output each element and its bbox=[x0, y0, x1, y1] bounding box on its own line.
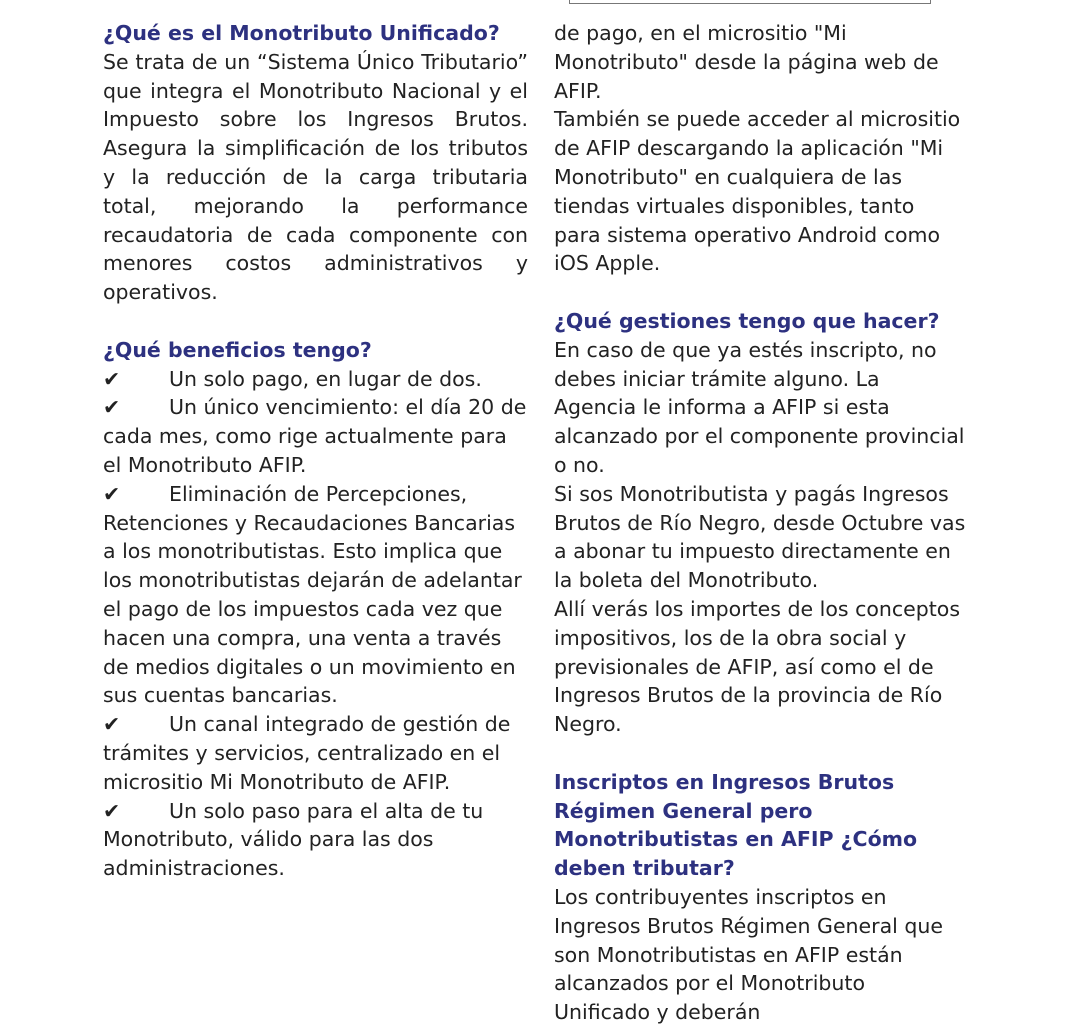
bullet-text: Un solo pago, en lugar de dos. bbox=[169, 366, 482, 391]
bullet-text: Un canal integrado de gestión de trámites y servicios, centralizado en el micrositio Mi Monotributo de AFIP. bbox=[103, 712, 511, 794]
checkmark-icon: ✔ bbox=[103, 395, 121, 420]
heading-beneficios: ¿Qué beneficios tengo? bbox=[103, 337, 372, 362]
bullet-text: Un solo paso para el alta de tu Monotributo, válido para las dos administraciones. bbox=[103, 798, 484, 881]
heading-regimen-general: Inscriptos en Ingresos Brutos Régimen General pero Monotributistas en AFIP ¿Cómo deben tributar? bbox=[554, 769, 918, 881]
heading-gestiones: ¿Qué gestiones tengo que hacer? bbox=[554, 308, 940, 333]
top-frame bbox=[569, 0, 931, 4]
bullet-text: Eliminación de Percepciones, Retenciones y Recaudaciones Bancarias a los monotributistas. Esto implica que los monotributistas dejarán de adelantar el pago de los impuestos cada vez que hacen una compra, una venta a través de medios digitales o un movimiento en sus cuentas bancarias. bbox=[103, 481, 522, 708]
paragraph-aplicacion: También se puede acceder al micrositio de AFIP descargando la aplicación "Mi Monotributo" en cualquiera de las tiendas virtuales disponibles, tanto para sistema operativo Android como iOS Apple. bbox=[554, 107, 961, 276]
right-column bbox=[554, 19, 966, 1027]
list-item bbox=[103, 710, 528, 796]
paragraph-micrositio: de pago, en el micrositio "Mi Monotributo" desde la página web de AFIP. bbox=[554, 21, 939, 103]
list-item bbox=[103, 393, 528, 479]
list-item bbox=[103, 480, 528, 710]
heading-que-es: ¿Qué es el Monotributo Unificado? bbox=[103, 21, 500, 45]
checkmark-icon: ✔ bbox=[103, 481, 121, 506]
list-item bbox=[103, 797, 528, 883]
paragraph-rio-negro: Si sos Monotributista y pagás Ingresos Brutos de Río Negro, desde Octubre vas a abonar tu impuesto directamente en la boleta del Monotributo. bbox=[554, 481, 966, 593]
paragraph-regimen-general: Los contribuyentes inscriptos en Ingresos Brutos Régimen General que son Monotributistas en AFIP están alcanzados por el Monotributo Unificado y deberán bbox=[554, 884, 943, 1025]
left-column bbox=[103, 19, 528, 883]
paragraph-que-es: Se trata de un “Sistema Único Tributario” que integra el Monotributo Nacional y el Impuesto sobre los Ingresos Brutos. Asegura la simplificación de los tributos y la reducción de la carga tributaria total, mejorando la performance recaudatoria de cada componente con menores costos administrativos y operativos. bbox=[103, 49, 528, 305]
bullet-text: Un único vencimiento: el día 20 de cada mes, como rige actualmente para el Monotributo AFIP. bbox=[103, 395, 527, 477]
checkmark-icon: ✔ bbox=[103, 366, 121, 391]
list-item bbox=[103, 365, 528, 394]
checkmark-icon: ✔ bbox=[103, 798, 121, 823]
checkmark-icon: ✔ bbox=[103, 712, 121, 737]
paragraph-importes: Allí verás los importes de los conceptos impositivos, los de la obra social y previsionales de AFIP, así como el de Ingresos Brutos de la provincia de Río Negro. bbox=[554, 596, 961, 737]
paragraph-inscripto: En caso de que ya estés inscripto, no debes iniciar trámite alguno. La Agencia le informa a AFIP si esta alcanzado por el componente provincial o no. bbox=[554, 337, 965, 477]
